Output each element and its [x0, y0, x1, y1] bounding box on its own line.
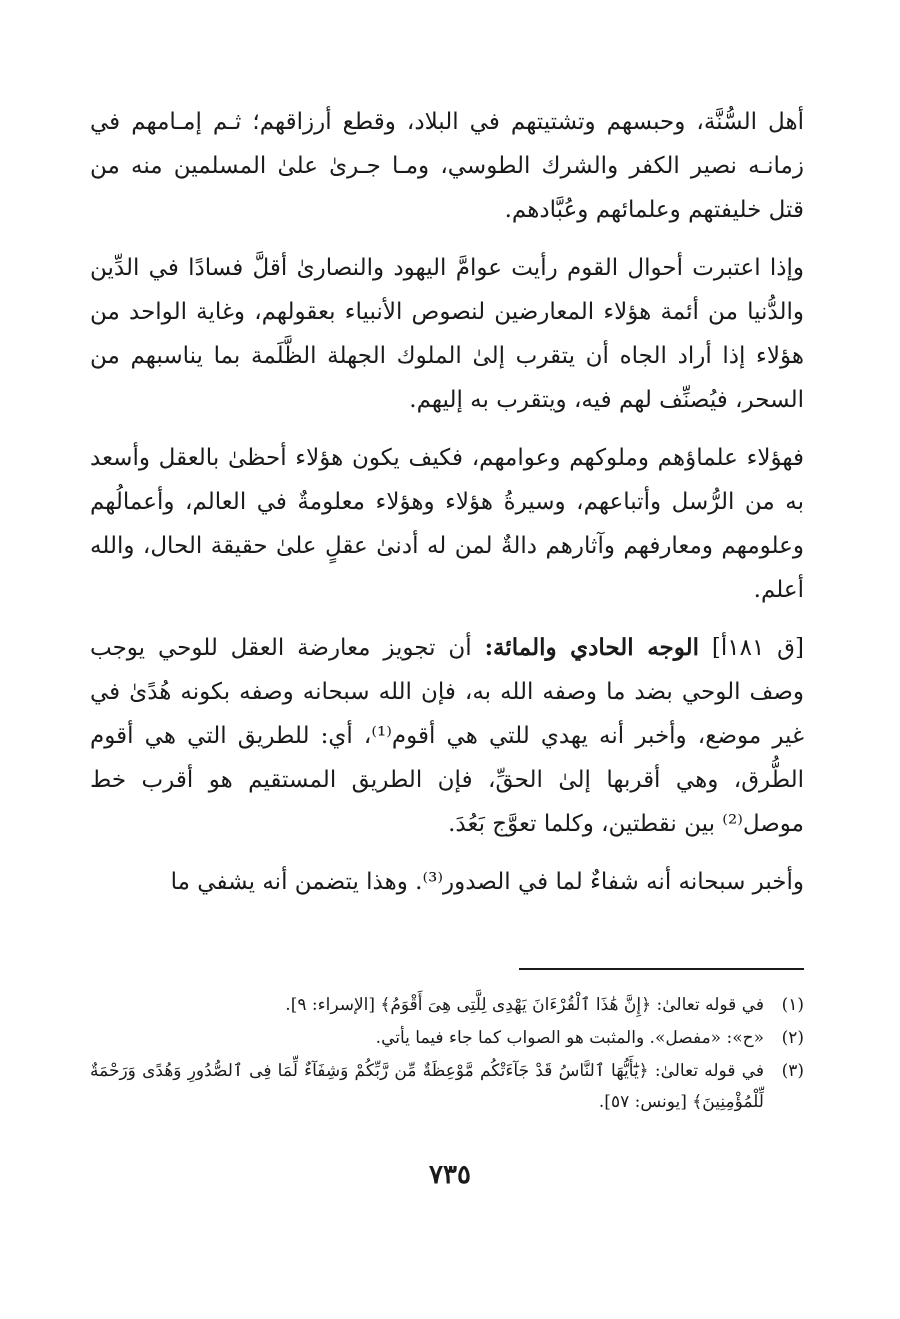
footnote-number: (١) — [781, 995, 804, 1015]
footnote-divider — [519, 968, 804, 970]
footnote-3 — [90, 1056, 804, 1118]
main-text — [90, 100, 804, 918]
paragraph-2-text: وإذا اعتبرت أحوال القوم رأيت عوامَّ اليهود والنصارىٰ أقلَّ فسادًا في الدِّين والدُّنيا من أئمة هؤلاء المعارضين لنصوص الأنبياء بعقولهم، وغاية الواحد من هؤلاء إذا أراد الجاه أن يتقرب إلىٰ الملوك الجهلة الظَّلَمة بما يناسبهم من السحر، فيُصنِّف لهم فيه، ويتقرب به إليهم. — [90, 255, 804, 413]
paragraph-5 — [90, 860, 804, 904]
paragraph-3-text: فهؤلاء علماؤهم وملوكهم وعوامهم، فكيف يكون هؤلاء أحظىٰ بالعقل وأسعد به من الرُّسل وأتباعهم، وسيرةُ هؤلاء وهؤلاء معلومةٌ في العالم، وأعمالُهم وعلومهم ومعارفهم وآثارهم دالةٌ لمن له أدنىٰ عقلٍ علىٰ حقيقة الحال، والله أعلم. — [90, 445, 804, 603]
page-number: ٧٣٥ — [429, 1160, 471, 1190]
footnote-text: في قوله تعالىٰ: ﴿يَٰٓأَيُّهَا ٱلنَّاسُ قَدْ جَآءَتْكُم مَّوْعِظَةٌ مِّن رَّبِّكُمْ وَشِفَآءٌ لِّمَا فِى ٱلصُّدُورِ وَهُدًى وَرَحْمَةٌ لِّلْمُؤْمِنِينَ﴾ [يونس: ٥٧]. — [90, 1061, 764, 1112]
paragraph-2 — [90, 246, 804, 422]
footnotes — [90, 990, 804, 1120]
paragraph-1-text: أهل السُّنَّة، وحبسهم وتشتيتهم في البلاد، وقطع أرزاقهم؛ ثـم إمـامهم في زمانـه نصير الكفر والشرك الطوسي، ومـا جـرىٰ علىٰ المسلمين منه من قتل خليفتهم وعلمائهم وعُبَّادهم. — [90, 109, 804, 223]
section-heading: الوجه الحادي والمائة: — [484, 634, 700, 661]
footnote-number: (٢) — [781, 1028, 804, 1048]
footnote-2 — [90, 1023, 804, 1054]
paragraph-1 — [90, 100, 804, 232]
paragraph-5-text: وأخبر سبحانه أنه شفاءٌ لما في الصدور⁽³⁾. وهذا يتضمن أنه يشفي ما — [170, 869, 804, 895]
manuscript-marker: [ق ١٨١أ] — [711, 635, 805, 661]
paragraph-4-text: أن تجويز معارضة العقل للوحي يوجب وصف الوحي بضد ما وصفه الله به، فإن الله سبحانه وصفه بكونه هُدًىٰ في غير موضع، وأخبر أنه يهدي للتي هي أقوم⁽¹⁾، أي: للطريق التي هي أقوم الطُّرق، وهي أقربها إلىٰ الحقِّ، فإن الطريق المستقيم هو أقرب خط موصل⁽²⁾ بين نقطتين، وكلما تعوَّج بَعُدَ. — [90, 635, 804, 837]
footnote-1 — [90, 990, 804, 1021]
paragraph-3 — [90, 436, 804, 612]
footnote-number: (٣) — [781, 1061, 804, 1081]
footnote-text: «ح»: «مفصل». والمثبت هو الصواب كما جاء فيما يأتي. — [375, 1028, 764, 1048]
footnote-text: في قوله تعالىٰ: ﴿إِنَّ هَٰذَا ٱلْقُرْءَانَ يَهْدِى لِلَّتِى هِىَ أَقْوَمُ﴾ [الإسراء: ٩]. — [285, 995, 764, 1015]
paragraph-4 — [90, 626, 804, 846]
